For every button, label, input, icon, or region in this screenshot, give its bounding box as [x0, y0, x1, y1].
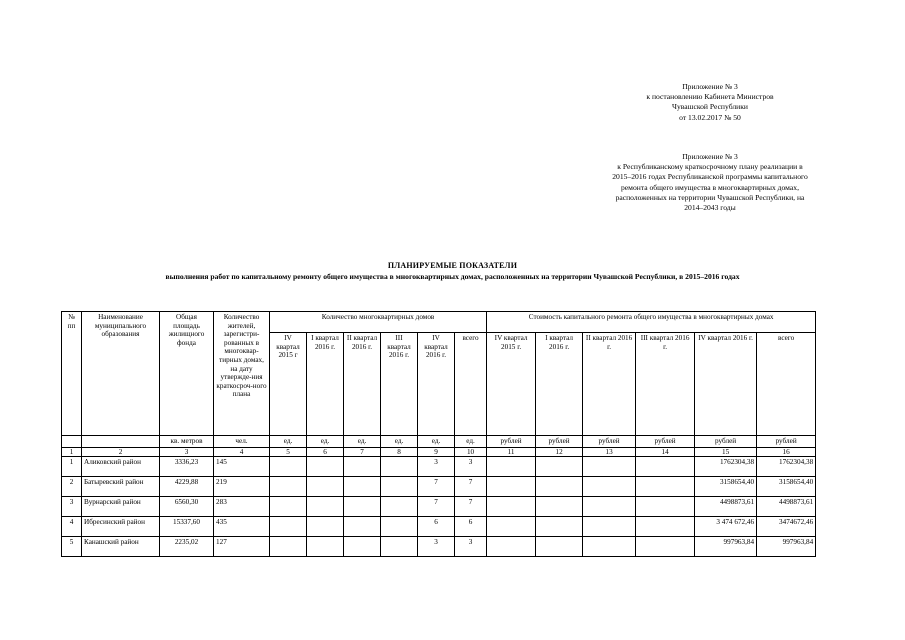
- unit-cell: [82, 436, 160, 448]
- cell-empty: [536, 477, 583, 497]
- cell-h5: 7: [418, 497, 455, 517]
- index-cell: 6: [307, 447, 344, 457]
- cell-htotal: 3: [455, 537, 487, 557]
- cell-empty: [536, 497, 583, 517]
- header-line: к Республиканскому краткосрочному плану реализации в: [617, 162, 803, 172]
- cell-empty: [487, 537, 536, 557]
- cell-empty: [636, 477, 695, 497]
- col-header-cost-group: Стоимость капитального ремонта общего имущества в многоквартирных домах: [487, 312, 816, 333]
- unit-cell: рублей: [636, 436, 695, 448]
- cell-empty: [307, 457, 344, 477]
- index-cell: 2: [82, 447, 160, 457]
- index-cell: 12: [536, 447, 583, 457]
- cell-ctotal: 3158654,40: [757, 477, 816, 497]
- cell-area: 6560,30: [160, 497, 214, 517]
- cell-empty: [270, 457, 307, 477]
- cell-empty: [381, 517, 418, 537]
- sub-header-houses: II квартал 2016 г.: [344, 333, 381, 436]
- cell-empty: [307, 517, 344, 537]
- document-title: ПЛАНИРУЕМЫЕ ПОКАЗАТЕЛИ: [387, 261, 518, 270]
- cell-area: 3336,23: [160, 457, 214, 477]
- cell-residents: 283: [214, 497, 270, 517]
- cell-no: 1: [62, 457, 82, 477]
- cell-name: Вурнарский район: [82, 497, 160, 517]
- cell-empty: [270, 517, 307, 537]
- cell-residents: 145: [214, 457, 270, 477]
- header-line: от 13.02.2017 № 50: [679, 112, 741, 122]
- cell-empty: [344, 457, 381, 477]
- cell-ctotal: 1762304,38: [757, 457, 816, 477]
- table-row: [62, 477, 816, 497]
- cell-area: 4229,88: [160, 477, 214, 497]
- cell-empty: [270, 497, 307, 517]
- table-row: [62, 497, 816, 517]
- cell-empty: [636, 517, 695, 537]
- index-cell: 11: [487, 447, 536, 457]
- cell-empty: [583, 477, 636, 497]
- unit-cell: рублей: [695, 436, 757, 448]
- cell-empty: [583, 537, 636, 557]
- sub-header-cost: II квартал 2016 г.: [583, 333, 636, 436]
- cell-empty: [487, 497, 536, 517]
- header-row-1: [62, 312, 816, 333]
- index-cell: 10: [455, 447, 487, 457]
- cell-h5: 7: [418, 477, 455, 497]
- cell-residents: 219: [214, 477, 270, 497]
- cell-empty: [344, 517, 381, 537]
- cell-c5: 3158654,40: [695, 477, 757, 497]
- unit-cell: чел.: [214, 436, 270, 448]
- cell-no: 2: [62, 477, 82, 497]
- cell-area: 2235,02: [160, 537, 214, 557]
- index-cell: 3: [160, 447, 214, 457]
- unit-cell: рублей: [536, 436, 583, 448]
- header-line: ремонта общего имущества в многоквартирных домах,: [620, 182, 800, 192]
- cell-htotal: 7: [455, 497, 487, 517]
- header-line: к постановлению Кабинета Министров: [646, 92, 774, 102]
- header-line: Приложение № 3: [682, 82, 738, 91]
- cell-ctotal: 997963,84: [757, 537, 816, 557]
- unit-cell: [62, 436, 82, 448]
- index-cell: 14: [636, 447, 695, 457]
- document-subtitle: выполнения работ по капитальному ремонту общего имущества в многоквартирных домах, расположенных на территории Чувашской Республики, в 2015–2016 годах: [165, 272, 740, 281]
- cell-empty: [487, 457, 536, 477]
- col-header-name: Наименование муниципального образования: [82, 312, 160, 436]
- cell-empty: [583, 457, 636, 477]
- cell-empty: [381, 497, 418, 517]
- cell-empty: [487, 517, 536, 537]
- index-cell: 4: [214, 447, 270, 457]
- indicators-table: [61, 311, 816, 557]
- sub-header-houses: IV квартал 2016 г.: [418, 333, 455, 436]
- index-cell: 16: [757, 447, 816, 457]
- table-body: [62, 457, 816, 557]
- cell-residents: 127: [214, 537, 270, 557]
- cell-empty: [536, 517, 583, 537]
- cell-name: Канашский район: [82, 537, 160, 557]
- cell-htotal: 6: [455, 517, 487, 537]
- cell-htotal: 7: [455, 477, 487, 497]
- col-header-area: Общая площадь жилищного фонда: [160, 312, 214, 436]
- cell-empty: [636, 497, 695, 517]
- sub-header-houses: I квартал 2016 г.: [307, 333, 344, 436]
- cell-empty: [307, 497, 344, 517]
- cell-empty: [636, 457, 695, 477]
- unit-cell: ед.: [344, 436, 381, 448]
- index-cell: 7: [344, 447, 381, 457]
- unit-cell: ед.: [270, 436, 307, 448]
- cell-c5: 997963,84: [695, 537, 757, 557]
- cell-name: Батыревский район: [82, 477, 160, 497]
- cell-empty: [344, 477, 381, 497]
- unit-cell: рублей: [487, 436, 536, 448]
- units-row-values: [62, 436, 816, 448]
- cell-c5: 3 474 672,46: [695, 517, 757, 537]
- unit-cell: ед.: [418, 436, 455, 448]
- cell-empty: [270, 537, 307, 557]
- cell-c5: 4498873,61: [695, 497, 757, 517]
- cell-empty: [307, 477, 344, 497]
- sub-header-cost: I квартал 2016 г.: [536, 333, 583, 436]
- cell-residents: 435: [214, 517, 270, 537]
- header-line: расположенных на территории Чувашской Республики, на: [615, 192, 805, 202]
- col-header-houses-group: Количество многоквартирных домов: [270, 312, 487, 333]
- cell-empty: [536, 457, 583, 477]
- index-cell: 1: [62, 447, 82, 457]
- index-cell: 9: [418, 447, 455, 457]
- cell-ctotal: 4498873,61: [757, 497, 816, 517]
- cell-empty: [636, 537, 695, 557]
- index-cell: 13: [583, 447, 636, 457]
- col-header-no: № пп: [62, 312, 82, 436]
- table-row: [62, 457, 816, 477]
- cell-empty: [381, 457, 418, 477]
- sub-header-cost: IV квартал 2016 г.: [695, 333, 757, 436]
- sub-header-houses: всего: [455, 333, 487, 436]
- index-cell: 8: [381, 447, 418, 457]
- appendix-header: [570, 152, 850, 213]
- cell-area: 15337,60: [160, 517, 214, 537]
- cell-empty: [344, 537, 381, 557]
- header-line: Приложение № 3: [682, 152, 738, 161]
- cell-no: 3: [62, 497, 82, 517]
- cell-name: Ибресинский район: [82, 517, 160, 537]
- col-header-residents: Количество жителей, зарегистри-рованных в многоквар-тирных домах, на дату утвержде-ния краткосроч-ного плана: [214, 312, 270, 436]
- column-index-row: [62, 447, 816, 457]
- cell-no: 5: [62, 537, 82, 557]
- cell-empty: [270, 477, 307, 497]
- header-line: 2014–2043 годы: [684, 203, 736, 213]
- cell-empty: [487, 477, 536, 497]
- cell-h5: 6: [418, 517, 455, 537]
- cell-empty: [583, 517, 636, 537]
- sub-header-houses: IV квартал 2015 г: [270, 333, 307, 436]
- cell-name: Аликовский район: [82, 457, 160, 477]
- unit-cell: ед.: [307, 436, 344, 448]
- unit-cell: рублей: [583, 436, 636, 448]
- header-line: Чувашской Республики: [672, 102, 748, 112]
- table-row: [62, 537, 816, 557]
- cell-ctotal: 3474672,46: [757, 517, 816, 537]
- unit-cell: ед.: [455, 436, 487, 448]
- unit-cell: рублей: [757, 436, 816, 448]
- cell-h5: 3: [418, 457, 455, 477]
- cell-no: 4: [62, 517, 82, 537]
- unit-cell: кв. метров: [160, 436, 214, 448]
- cell-empty: [583, 497, 636, 517]
- sub-header-cost: всего: [757, 333, 816, 436]
- sub-header-houses: III квартал 2016 г.: [381, 333, 418, 436]
- index-cell: 5: [270, 447, 307, 457]
- cell-h5: 3: [418, 537, 455, 557]
- unit-cell: ед.: [381, 436, 418, 448]
- cell-empty: [307, 537, 344, 557]
- cell-empty: [381, 537, 418, 557]
- header-line: 2015–2016 годах Республиканской программы капитального: [612, 172, 808, 182]
- cell-c5: 1762304,38: [695, 457, 757, 477]
- cell-empty: [536, 537, 583, 557]
- index-cell: 15: [695, 447, 757, 457]
- cell-empty: [381, 477, 418, 497]
- approval-header: [600, 82, 820, 123]
- sub-header-cost: III квартал 2016 г.: [636, 333, 695, 436]
- sub-header-cost: IV квартал 2015 г.: [487, 333, 536, 436]
- cell-htotal: 3: [455, 457, 487, 477]
- cell-empty: [344, 497, 381, 517]
- table-row: [62, 517, 816, 537]
